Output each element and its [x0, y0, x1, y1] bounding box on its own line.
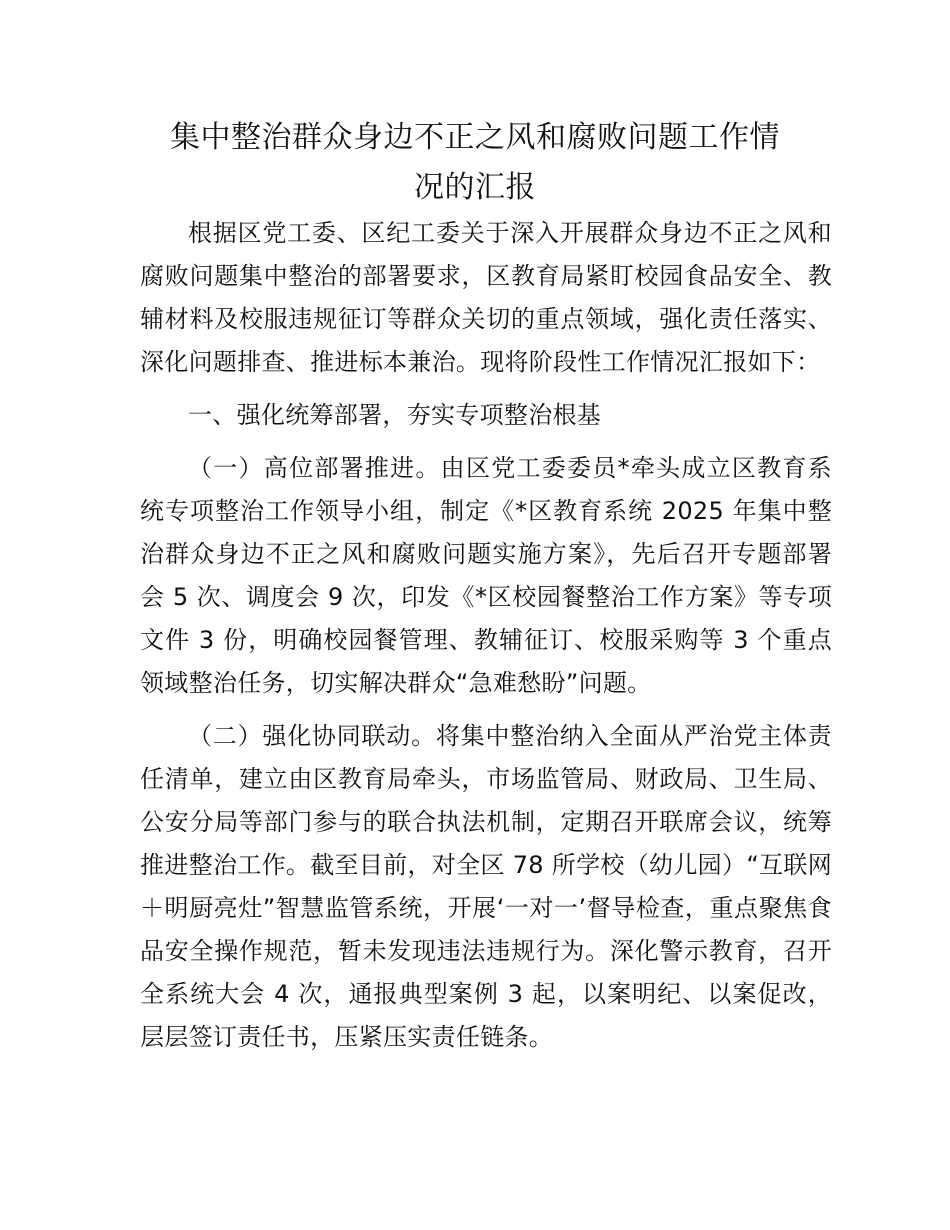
- subsection-paragraph-1: （一）高位部署推进。由区党工委委员*牵头成立区教育系统专项整治工作领导小组，制定《*区教育系统 2025 年集中整治群众身边不正之风和腐败问题实施方案》，先后召开专题部署会 5 次、调度会 9 次，印发《*区校园餐整治工作方案》等专项文件 3 份，明确校园餐管理、教辅征订、校服采购等 3 个重点领域整治任务，切实解决群众“急难愁盼”问题。: [140, 454, 832, 697]
- subsection-paragraph-2: （二）强化协同联动。将集中整治纳入全面从严治党主体责任清单，建立由区教育局牵头，市场监管局、财政局、卫生局、公安分局等部门参与的联合执法机制，定期召开联席会议，统筹推进整治工作。截至目前，对全区 78 所学校（幼儿园）“互联网＋明厨亮灶”智慧监管系统，开展‘一对一’督导检查，重点聚焦食品安全操作规范，暂未发现违法违规行为。深化警示教育，召开全系统大会 4 次，通报典型案例 3 起，以案明纪、以案促改，层层签订责任书，压紧压实责任链条。: [140, 722, 832, 1051]
- section-heading-1: 一、强化统筹部署，夯实专项整治根基: [188, 401, 602, 429]
- title-line-2: 况的汇报: [414, 170, 536, 205]
- title-line-1: 集中整治群众身边不正之风和腐败问题工作情: [170, 120, 780, 155]
- document-title: [140, 113, 810, 213]
- intro-paragraph: 根据区党工委、区纪工委关于深入开展群众身边不正之风和腐败问题集中整治的部署要求，区教育局紧盯校园食品安全、教辅材料及校服违规征订等群众关切的重点领域，强化责任落实、深化问题排查、推进标本兼治。现将阶段性工作情况汇报如下：: [140, 219, 832, 376]
- document-body: [140, 212, 832, 1069]
